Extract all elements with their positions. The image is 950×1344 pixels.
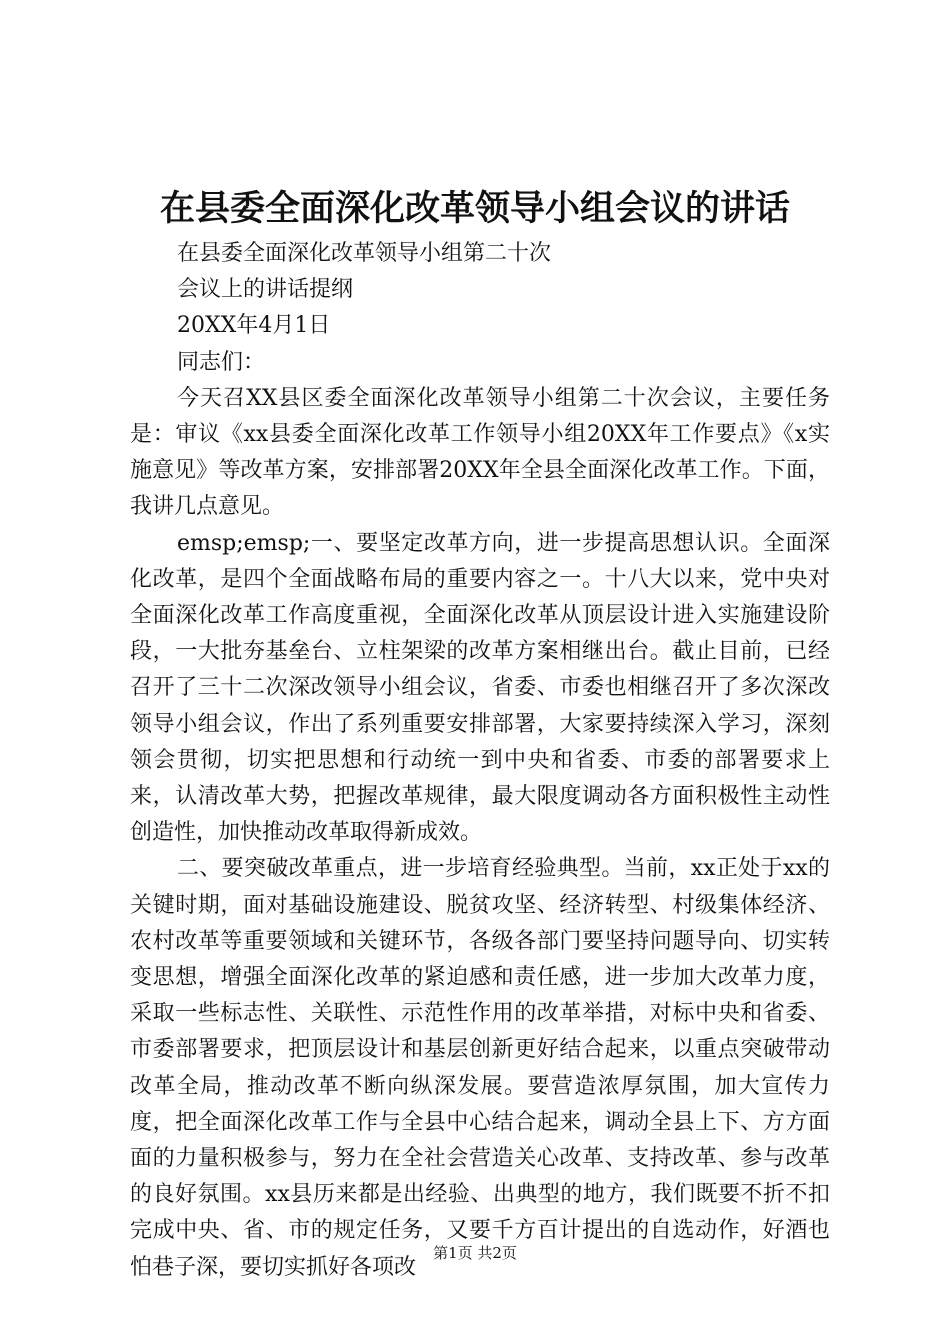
body-paragraph-2: emsp;emsp;一、要坚定改革方向，进一步提高思想认识。全面深化改革，是四个全面战略布局的重要内容之一。十八大以来，党中央对全面深化改革工作高度重视，全面深化改革从顶层设计进入实施建设阶段，一大批夯基垒台、立柱架梁的改革方案相继出台。截止目前，已经召开了三十二次深改领导小组会议，省委、市委也相继召开了多次深改领导小组会议，作出了系列重要安排部署，大家要持续深入学习，深刻领会贯彻，切实把思想和行动统一到中央和省委、市委的部署要求上来，认清改革大势，把握改革规律，最大限度调动各方面积极性主动性创造性，加快推动改革取得新成效。 <box>130 530 830 846</box>
document-body <box>130 236 830 1286</box>
body-paragraph-3: 二、要突破改革重点，进一步培育经验典型。当前，xx正处于xx的关键时期，面对基础设施建设、脱贫攻坚、经济转型、村级集体经济、农村改革等重要领域和关键环节，各级各部门要坚持问题导向、切实转变思想，增强全面深化改革的紧迫感和责任感，进一步加大改革力度，采取一些标志性、关联性、示范性作用的改革举措，对标中央和省委、市委部署要求，把顶层设计和基层创新更好结合起来，以重点突破带动改革全局，推动改革不断向纵深发展。要营造浓厚氛围，加大宣传力度，把全面深化改革工作与全县中心结合起来，调动全县上下、方方面面的力量积极参与，努力在全社会营造关心改革、支持改革、参与改革的良好氛围。xx县历来都是出经验、出典型的地方，我们既要不折不扣完成中央、省、市的规定任务，又要千方百计提出的自选动作，好酒也怕巷子深，要切实抓好各项改 <box>130 856 830 1280</box>
header-date: 20XX年4月1日 <box>177 313 331 339</box>
body-paragraph-1: 今天召XX县区委全面深化改革领导小组第二十次会议，主要任务是：审议《xx县委全面深化改革工作领导小组20XX年工作要点》《x实施意见》等改革方案，安排部署20XX年全县全面深化改革工作。下面，我讲几点意见。 <box>130 385 830 520</box>
salutation: 同志们： <box>177 349 266 375</box>
page-footer: 第1页 共2页 <box>433 1244 517 1262</box>
header-line-1: 在县委全面深化改革领导小组第二十次 <box>177 241 552 266</box>
document-title: 在县委全面深化改革领导小组会议的讲话 <box>159 189 790 229</box>
header-line-2: 会议上的讲话提纲 <box>177 277 354 303</box>
